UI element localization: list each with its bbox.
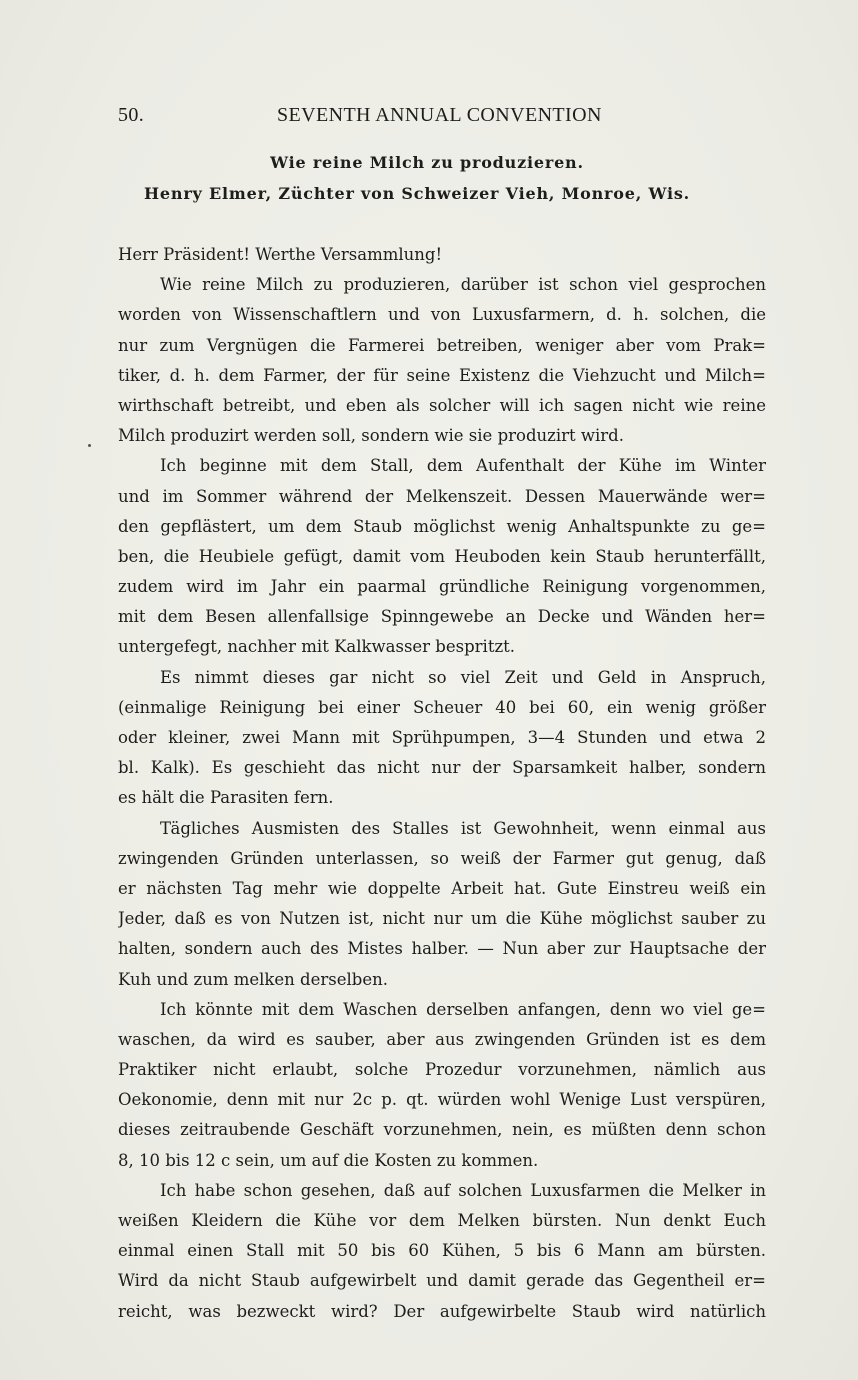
body-line: zwingenden Gründen unterlassen, so weiß der Farmer gut genug, daß xyxy=(118,848,766,868)
body-line: reicht, was bezweckt wird? Der aufgewirbelte Staub wird natürlich xyxy=(118,1301,766,1321)
body-line: Oekonomie, denn mit nur 2c p. qt. würden wohl Wenige Lust verspüren, xyxy=(118,1090,766,1110)
body-line: einmal einen Stall mit 50 bis 60 Kühen, 5 bis 6 Mann am bürsten. xyxy=(118,1241,766,1261)
body-line: zudem wird im Jahr ein paarmal gründliche Reinigung vorgenommen, xyxy=(118,577,766,597)
body-line: Kuh und zum melken derselben. xyxy=(118,969,388,989)
article-title: Wie reine Milch zu produzieren. xyxy=(270,153,584,172)
body-line: er nächsten Tag mehr wie doppelte Arbeit hat. Gute Einstreu weiß ein xyxy=(118,878,766,898)
body-line: Ich beginne mit dem Stall, dem Aufenthalt der Kühe im Winter xyxy=(160,456,766,476)
article-byline: Henry Elmer, Züchter von Schweizer Vieh, Monroe, Wis. xyxy=(143,184,691,203)
body-line: den gepflästert, um dem Staub möglichst wenig Anhaltspunkte zu ge= xyxy=(118,516,766,536)
body-line: Praktiker nicht erlaubt, solche Prozedur vorzunehmen, nämlich aus xyxy=(118,1060,766,1080)
body-line: Es nimmt dieses gar nicht so viel Zeit und Geld in Anspruch, xyxy=(160,667,766,687)
article-body xyxy=(118,240,766,1327)
body-line: untergefegt, nachher mit Kalkwasser bespritzt. xyxy=(118,637,516,657)
body-line: waschen, da wird es sauber, aber aus zwingenden Gründen ist es dem xyxy=(118,1029,766,1049)
page-number: 50. xyxy=(118,104,145,126)
body-line: (einmalige Reinigung bei einer Scheuer 40 bei 60, ein wenig größer xyxy=(118,697,766,717)
body-line: weißen Kleidern die Kühe vor dem Melken bürsten. Nun denkt Euch xyxy=(118,1211,766,1230)
body-line: oder kleiner, zwei Mann mit Sprühpumpen, 3—4 Stunden und etwa 2 xyxy=(118,728,766,747)
body-line: Wird da nicht Staub aufgewirbelt und damit gerade das Gegentheil er= xyxy=(118,1271,766,1291)
body-line: Jeder, daß es von Nutzen ist, nicht nur um die Kühe möglichst sauber zu xyxy=(118,909,766,929)
body-line: Ich habe schon gesehen, daß auf solchen Luxusfarmen die Melker in xyxy=(160,1180,766,1200)
body-line: Wie reine Milch zu produzieren, darüber ist schon viel gesprochen xyxy=(160,275,766,295)
body-line: halten, sondern auch des Mistes halber. — Nun aber zur Hauptsache der xyxy=(118,939,766,959)
body-line: tiker, d. h. dem Farmer, der für seine Existenz die Viehzucht und Milch= xyxy=(118,365,766,385)
body-line: nur zum Vergnügen die Farmerei betreiben, weniger aber vom Prak= xyxy=(118,335,766,355)
running-header xyxy=(118,104,618,134)
body-line: 8, 10 bis 12 c sein, um auf die Kosten zu kommen. xyxy=(118,1150,539,1170)
running-title: SEVENTH ANNUAL CONVENTION xyxy=(277,104,602,126)
body-line: Ich könnte mit dem Waschen derselben anfangen, denn wo viel ge= xyxy=(160,999,766,1019)
body-line: Milch produzirt werden soll, sondern wie sie produzirt wird. xyxy=(118,426,624,446)
body-line: und im Sommer während der Melkenszeit. Dessen Mauerwände wer= xyxy=(118,486,766,506)
body-line: mit dem Besen allenfallsige Spinngewebe an Decke und Wänden her= xyxy=(118,607,766,627)
body-line: ben, die Heubiele gefügt, damit vom Heuboden kein Staub herunterfällt, xyxy=(118,546,766,566)
body-line: dieses zeitraubende Geschäft vorzunehmen, nein, es müßten denn schon xyxy=(118,1120,766,1140)
body-line: wirthschaft betreibt, und eben als solcher will ich sagen nicht wie reine xyxy=(118,395,766,415)
body-line: Tägliches Ausmisten des Stalles ist Gewohnheit, wenn einmal aus xyxy=(160,818,766,838)
stray-ink-mark xyxy=(88,444,91,447)
body-line: es hält die Parasiten fern. xyxy=(118,788,334,808)
salutation-line: Herr Präsident! Werthe Versammlung! xyxy=(118,245,443,264)
body-line: worden von Wissenschaftlern und von Luxusfarmern, d. h. solchen, die xyxy=(118,305,766,325)
body-line: bl. Kalk). Es geschieht das nicht nur der Sparsamkeit halber, sondern xyxy=(118,758,766,778)
